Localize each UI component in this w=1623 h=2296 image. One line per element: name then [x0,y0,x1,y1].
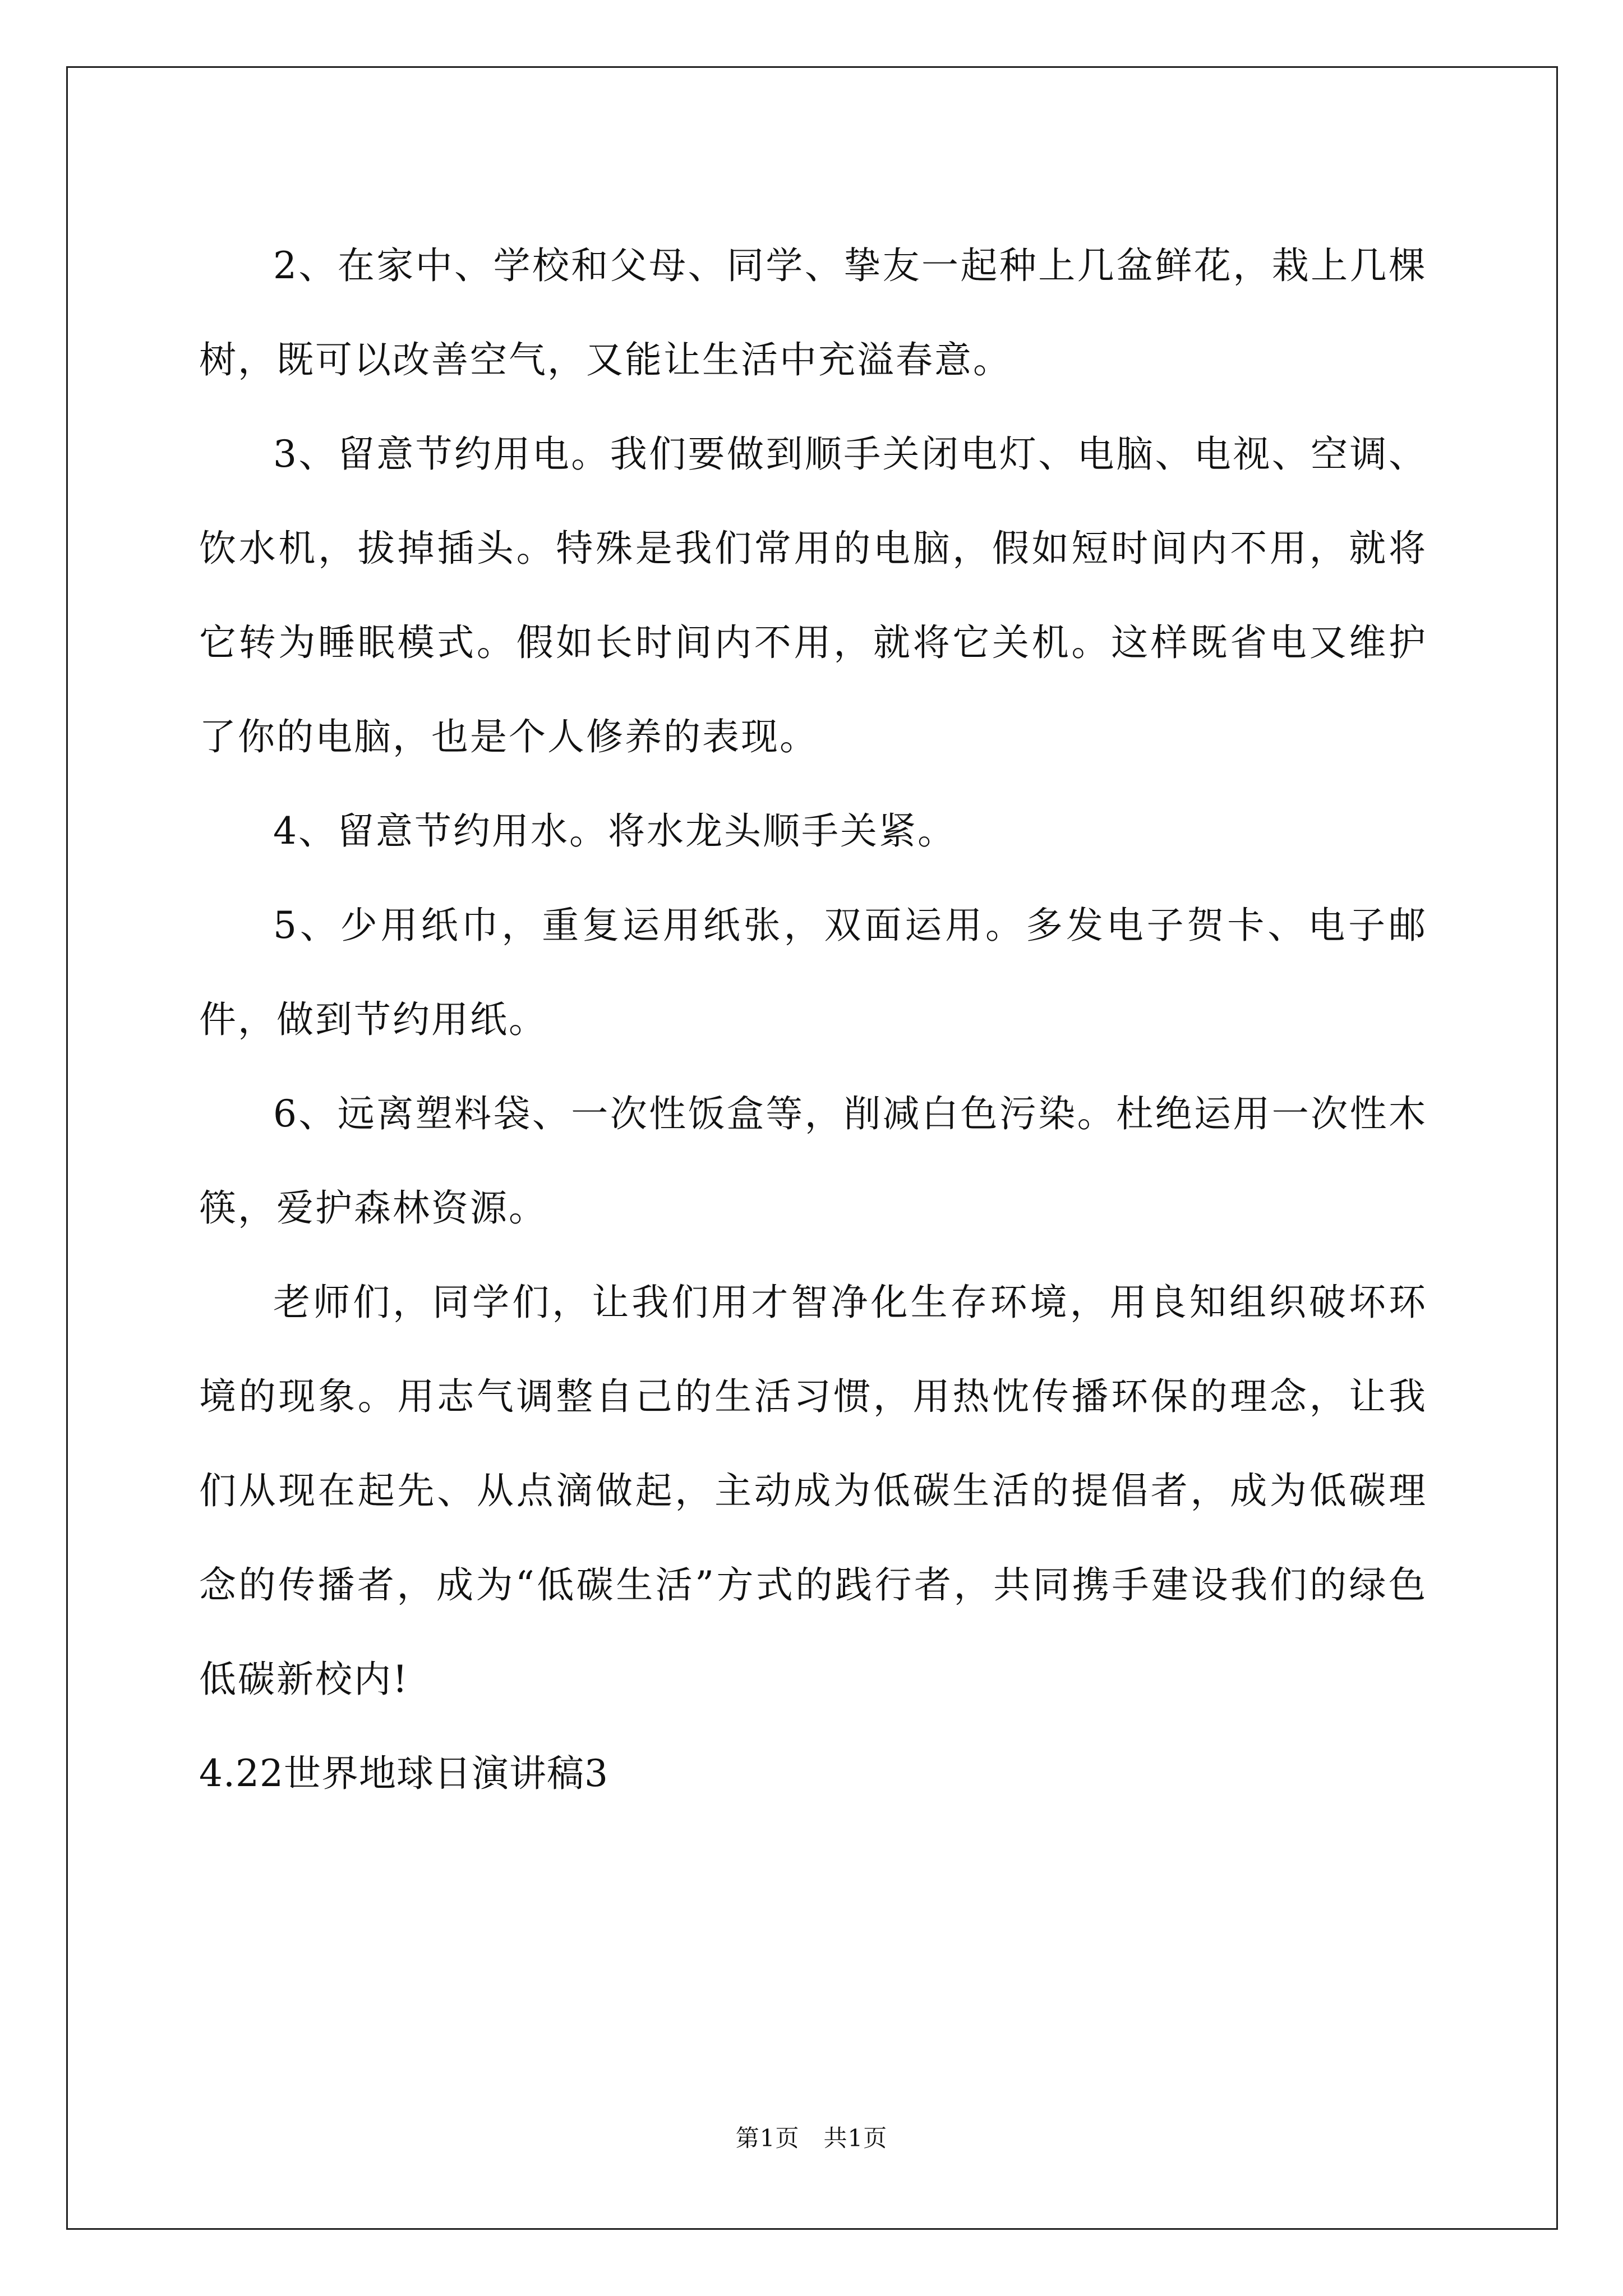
document-body [199,219,1427,1821]
page-number: 第1页 [735,2124,800,2152]
paragraph-5: 5、少用纸巾，重复运用纸张，双面运用。多发电子贺卡、电子邮件，做到节约用纸。 [199,904,1427,1041]
page-footer [0,2122,1623,2155]
paragraph-6: 6、远离塑料袋、一次性饭盒等，削减白色污染。杜绝运用一次性木筷，爱护森林资源。 [199,1092,1427,1230]
paragraph-closing: 老师们，同学们，让我们用才智净化生存环境，用良知组织破坏环境的现象。用志气调整自己的生活习惯，用热忱传播环保的理念，让我们从现在起先、从点滴做起，主动成为低碳生活的提倡者，成为低碳理念的传播者，成为“低碳生活”方式的践行者，共同携手建设我们的绿色低碳新校内! [199,1281,1427,1701]
page-total: 共1页 [823,2124,888,2152]
section-heading: 4.22世界地球日演讲稿3 [199,1752,608,1795]
paragraph-4: 4、留意节约用水。将水龙头顺手关紧。 [273,809,956,853]
paragraph-2: 2、在家中、学校和父母、同学、挚友一起种上几盆鲜花，栽上几棵树，既可以改善空气，又能让生活中充溢春意。 [199,244,1427,381]
paragraph-3: 3、留意节约用电。我们要做到顺手关闭电灯、电脑、电视、空调、饮水机，拔掉插头。特殊是我们常用的电脑，假如短时间内不用，就将它转为睡眠模式。假如长时间内不用，就将它关机。这样既省电又维护了你的电脑，也是个人修养的表现。 [199,432,1427,758]
